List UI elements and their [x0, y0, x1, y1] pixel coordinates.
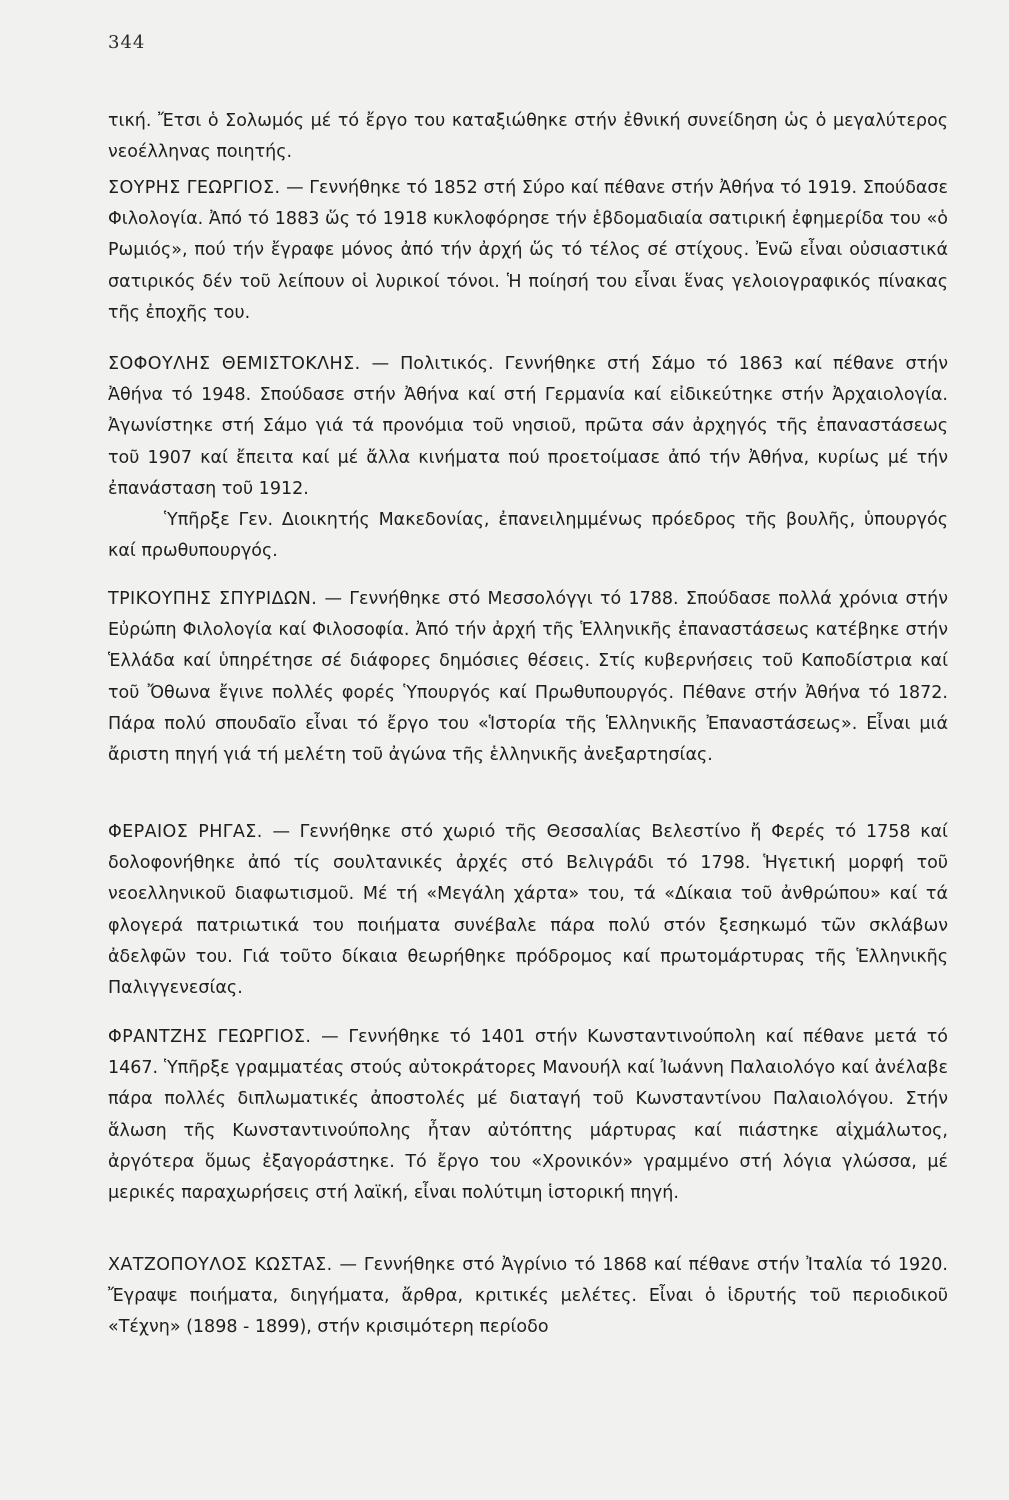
- entry-paragraph: [108, 817, 948, 1004]
- entry-paragraph: [108, 1022, 948, 1209]
- entry-text: Ὑπῆρξε Γεν. Διοικητής Μακεδονίας, ἐπανειλημμένως πρόεδρος τῆς βουλῆς, ὑπουργός καί πρωθυπουργός.: [108, 510, 948, 562]
- entry-name: ΤΡΙΚΟΥΠΗΣ ΣΠΥΡΙΔΩΝ.: [108, 589, 318, 609]
- entry-text: — Γεννήθηκε τό 1852 στή Σύρο καί πέθανε στήν Ἀθήνα τό 1919. Σπούδασε Φιλολογία. Ἀπό τό 1883 ὥς τό 1918 κυκλοφόρησε τήν ἑβδομαδιαία σατιρική ἐφημερίδα του «ὁ Ρωμιός», πού τήν ἔγραφε μόνος ἀπό τήν ἀρχή ὥς τό τέλος σέ στίχους. Ἐνῶ εἶναι οὐσιαστικά σατιρικός δέν τοῦ λείπουν οἱ λυρικοί τόνοι. Ἡ ποίησή του εἶναι ἕνας γελοιογραφικός πίνακας τῆς ἐποχῆς του.: [108, 178, 948, 323]
- entry-name: ΣΟΦΟΥΛΗΣ ΘΕΜΙΣΤΟΚΛΗΣ.: [108, 354, 361, 374]
- entry-feraios: [108, 817, 948, 1004]
- entry-souris: [108, 173, 948, 329]
- intro-text: τική. Ἔτσι ὁ Σολωμός μέ τό ἔργο του καταξιώθηκε στήν ἐθνική συνείδηση ὡς ὁ μεγαλύτερος νεοέλληνας ποιητής.: [108, 110, 948, 162]
- entry-paragraph: [108, 349, 948, 505]
- entry-text: — Γεννήθηκε στό χωριό τῆς Θεσσαλίας Βελεστίνο ἤ Φερές τό 1758 καί δολοφονήθηκε ἀπό τίς σουλτανικές ἀρχές στό Βελιγράδι τό 1798. Ἡγετική μορφή τοῦ νεοελληνικοῦ διαφωτισμοῦ. Μέ τή «Μεγάλη χάρτα» του, τά «Δίκαια τοῦ ἀνθρώπου» καί τά φλογερά πατριωτικά του ποιήματα συνέβαλε πάρα πολύ στόν ξεσηκωμό τῶν σκλάβων ἀδελφῶν του. Γιά τοῦτο δίκαια θεωρήθηκε πρόδρομος καί πρωτομάρτυρας τῆς Ἑλληνικῆς Παλιγγενεσίας.: [108, 822, 948, 999]
- entry-frantzis: [108, 1022, 948, 1209]
- entry-name: ΧΑΤΖΟΠΟΥΛΟΣ ΚΩΣΤΑΣ.: [108, 1255, 333, 1275]
- entry-paragraph: [108, 1250, 948, 1344]
- entry-text: — Πολιτικός. Γεννήθηκε στή Σάμο τό 1863 καί πέθανε στήν Ἀθήνα τό 1948. Σπούδασε στήν Ἀθήνα καί στή Γερμανία καί εἰδικεύτηκε στήν Ἀρχαιολογία. Ἀγωνίστηκε στή Σάμο γιά τά προνόμια τοῦ νησιοῦ, πρῶτα σάν ἀρχηγός τῆς ἐπαναστάσεως τοῦ 1907 καί ἔπειτα καί μέ ἄλλα κινήματα πού προετοίμασε ἀπό τήν Ἀθήνα, κυρίως μέ τήν ἐπανάσταση τοῦ 1912.: [108, 354, 948, 499]
- intro-paragraph: [108, 88, 948, 185]
- entry-text: — Γεννήθηκε στό Ἀγρίνιο τό 1868 καί πέθανε στήν Ἰταλία τό 1920. Ἔγραψε ποιήματα, διηγήματα, ἄρθρα, κριτικές μελέτες. Εἶναι ὁ ἱδρυτής τοῦ περιοδικοῦ «Τέχνη» (1898 - 1899), στήν κρισιμότερη περίοδο: [108, 1255, 948, 1338]
- entry-paragraph: [108, 505, 948, 567]
- page-number: 344: [108, 32, 146, 53]
- entry-name: ΦΕΡΑΙΟΣ ΡΗΓΑΣ.: [108, 822, 263, 842]
- entry-trikoupis: [108, 584, 948, 771]
- entry-sofoulis: [108, 349, 948, 567]
- entry-paragraph: [108, 173, 948, 329]
- entry-paragraph: [108, 584, 948, 771]
- entry-text: — Γεννήθηκε τό 1401 στήν Κωνσταντινούπολη καί πέθανε μετά τό 1467. Ὑπῆρξε γραμματέας στούς αὐτοκράτορες Μανουήλ καί Ἰωάννη Παλαιολόγο καί ἀνέλαβε πάρα πολλές διπλωματικές ἀποστολές μέ διαταγή τοῦ Κωνσταντίνου Παλαιολόγου. Στήν ἅλωση τῆς Κωνσταντινούπολης ἦταν αὐτόπτης μάρτυρας καί πιάστηκε αἰχμάλωτος, ἀργότερα ὅμως ἐξαγοράστηκε. Τό ἔργο του «Χρονικόν» γραμμένο στή λόγια γλώσσα, μέ μερικές παραχωρήσεις στή λαϊκή, εἶναι πολύτιμη ἱστορική πηγή.: [108, 1027, 948, 1204]
- entry-name: ΣΟΥΡΗΣ ΓΕΩΡΓΙΟΣ.: [108, 178, 281, 198]
- entry-chatzopoulos: [108, 1250, 948, 1344]
- entry-text: — Γεννήθηκε στό Μεσσολόγγι τό 1788. Σπούδασε πολλά χρόνια στήν Εὐρώπη Φιλολογία καί Φιλοσοφία. Ἀπό τήν ἀρχή τῆς Ἑλληνικῆς ἐπαναστάσεως κατέβηκε στήν Ἑλλάδα καί ὑπηρέτησε σέ διάφορες δημόσιες θέσεις. Στίς κυβερνήσεις τοῦ Καποδίστρια καί τοῦ Ὄθωνα ἔγινε πολλές φορές Ὑπουργός καί Πρωθυπουργός. Πέθανε στήν Ἀθήνα τό 1872. Πάρα πολύ σπουδαῖο εἶναι τό ἔργο του «Ἱστορία τῆς Ἑλληνικῆς Ἐπαναστάσεως». Εἶναι μιά ἄριστη πηγή γιά τή μελέτη τοῦ ἀγώνα τῆς ἑλληνικῆς ἀνεξαρτησίας.: [108, 589, 949, 766]
- entry-name: ΦΡΑΝΤΖΗΣ ΓΕΩΡΓΙΟΣ.: [108, 1027, 312, 1047]
